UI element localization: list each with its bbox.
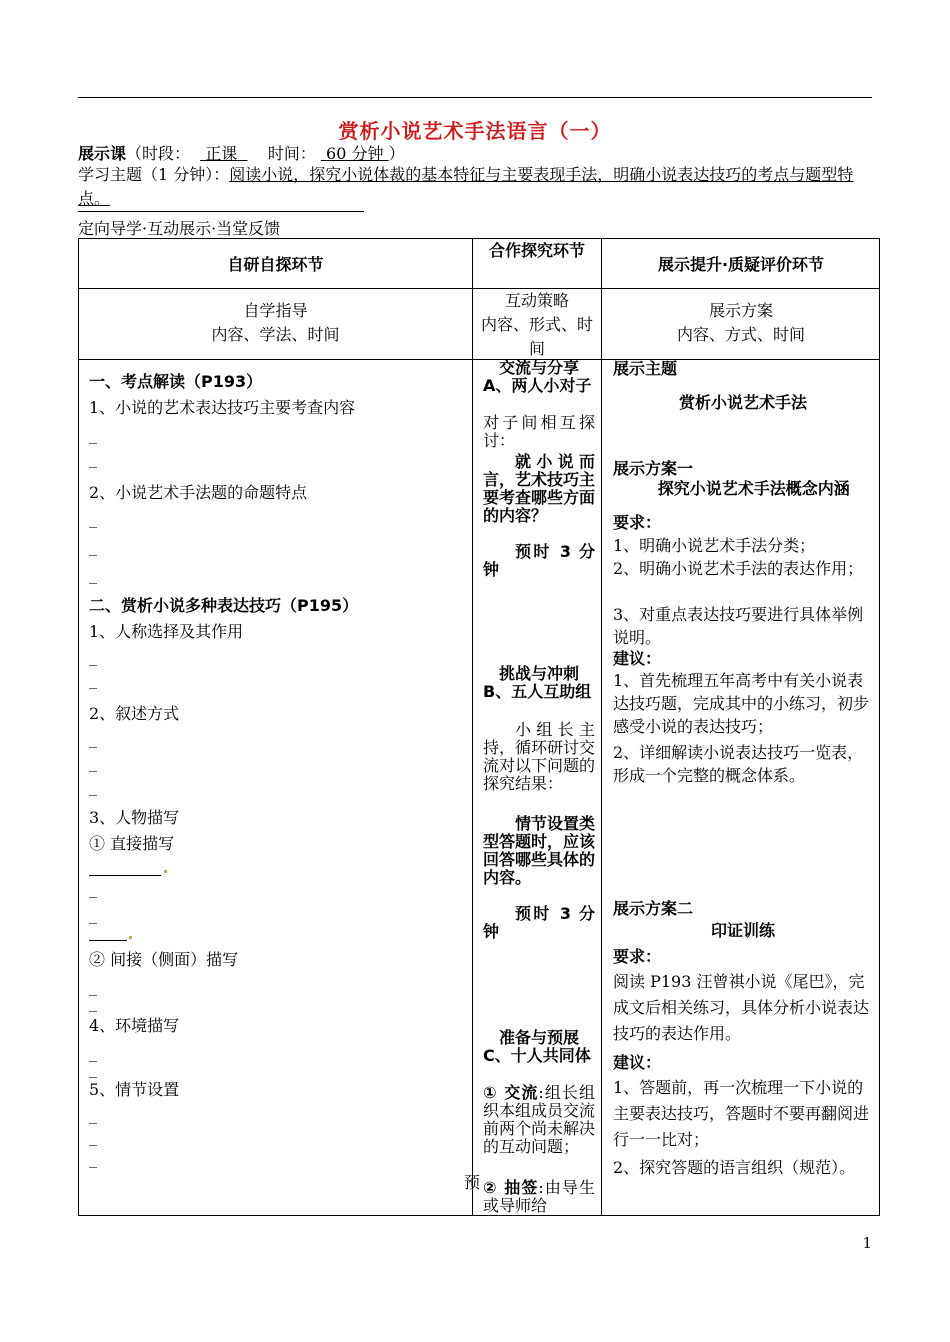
plan1-req-label: 要求： bbox=[613, 513, 662, 532]
period-prefix: （时段： bbox=[126, 144, 191, 163]
answer-line: _ bbox=[89, 1127, 97, 1146]
plan1-title: 探究小说艺术手法概念内涵 bbox=[657, 479, 850, 498]
header-self-study: 自研自探环节 bbox=[227, 255, 324, 274]
question-character: 3、人物描写 bbox=[89, 808, 180, 827]
activity-b-body: 小组长主持，循环研讨交流对以下问题的探究结果： bbox=[483, 720, 596, 793]
answer-line: _ bbox=[89, 537, 97, 556]
col-divider-1 bbox=[472, 239, 473, 1215]
answer-line: _ bbox=[89, 425, 97, 444]
activity-b-group: B、五人互助组 bbox=[483, 682, 592, 701]
learning-theme bbox=[78, 163, 878, 211]
time-prefix: 时间： bbox=[267, 144, 316, 163]
plan2-label: 展示方案二 bbox=[613, 899, 694, 918]
activity-c-step2: ② 抽签:由导生或导师给 bbox=[483, 1178, 595, 1215]
question-indirect: ② 间接（侧面）描写 bbox=[89, 950, 239, 969]
question-plot: 5、情节设置 bbox=[89, 1080, 180, 1099]
marker-dot bbox=[129, 936, 132, 939]
plan1-sug1: 1、首先梳理五年高考中有关小说表达技巧题，完成其中的小练习，初步感受小说的表达技巧； bbox=[613, 671, 870, 736]
answer-line: _ bbox=[89, 670, 97, 689]
page-number: 1 bbox=[862, 1234, 872, 1252]
close-paren: ） bbox=[388, 144, 405, 163]
plan1-label: 展示方案一 bbox=[613, 459, 694, 478]
course-type-label: 展示课 bbox=[78, 144, 127, 163]
answer-line: _ bbox=[89, 753, 97, 772]
plan2-title: 印证训练 bbox=[710, 921, 775, 940]
plan1-req3: 3、对重点表达技巧要进行具体举例说明。 bbox=[613, 605, 864, 647]
subheader-cooperation: 互动策略 内容、形式、时 间 bbox=[480, 291, 593, 358]
answer-line: _ bbox=[89, 729, 97, 748]
answer-line: _ bbox=[89, 1059, 97, 1078]
header-presentation: 展示提升·质疑评价环节 bbox=[657, 255, 825, 274]
plan2-sug1: 1、答题前，再一次梳理一下小说的主要表达技巧，答题时不要再翻阅进行一一比对； bbox=[613, 1078, 870, 1149]
activity-b-question: 情节设置类型答题时，应该回答哪些具体的内容。 bbox=[483, 814, 596, 887]
period-value: 正课 bbox=[205, 144, 238, 163]
answer-line: _ bbox=[89, 1043, 97, 1062]
plan2-req: 阅读 P193 汪曾祺小说《尾巴》，完成文后相关练习，具体分析小说表达技巧的表达作用。 bbox=[613, 972, 870, 1043]
blank-line bbox=[89, 875, 161, 876]
answer-line: _ bbox=[89, 777, 97, 796]
document-title: 赏析小说艺术手法语言（一） bbox=[338, 119, 612, 143]
question-person: 1、人称选择及其作用 bbox=[89, 622, 244, 641]
activity-c-step1: ① 交流:组长组织本组成员交流前两个尚未解决的互动问题； bbox=[483, 1083, 596, 1156]
marker-dot bbox=[164, 870, 167, 873]
activity-a-time: 预时 3 分钟 bbox=[483, 542, 595, 579]
presentation-theme: 赏析小说艺术手法 bbox=[678, 393, 807, 412]
answer-line: _ bbox=[89, 565, 97, 584]
plan1-sug-label: 建议： bbox=[613, 649, 662, 668]
section2-title: 二、赏析小说多种表达技巧（P195） bbox=[89, 596, 359, 615]
plan2-sug2: 2、探究答题的语言组织（规范）。 bbox=[613, 1158, 856, 1177]
activity-a-group: A、两人小对子 bbox=[483, 376, 592, 395]
course-info-line bbox=[78, 141, 405, 164]
plan1-req1: 1、明确小说艺术手法分类； bbox=[613, 536, 816, 555]
theme-underline bbox=[78, 211, 364, 212]
subheader-self-study: 自学指导 内容、学法、时间 bbox=[211, 301, 340, 344]
theme-label: 展示主题 bbox=[613, 359, 678, 378]
section1-q1: 1、小说的艺术表达技巧主要考查内容 bbox=[89, 398, 356, 417]
answer-line: _ bbox=[89, 509, 97, 528]
theme-text: 阅读小说，探究小说体裁的基本特征与主要表现手法，明确小说表达技巧的考点与题型特点。 bbox=[78, 165, 854, 208]
question-narration: 2、叙述方式 bbox=[89, 704, 180, 723]
section1-title: 一、考点解读（P193） bbox=[89, 372, 263, 391]
plan1-req2: 2、明确小说艺术手法的表达作用； bbox=[613, 559, 864, 578]
answer-line: _ bbox=[89, 879, 97, 898]
plan2-sug-label: 建议： bbox=[613, 1053, 662, 1072]
plan2-req-label: 要求： bbox=[613, 947, 662, 966]
activity-b-title: 挑战与冲刺 bbox=[498, 664, 579, 683]
time-value: 60 分钟 bbox=[326, 144, 384, 163]
answer-line: _ bbox=[89, 449, 97, 468]
answer-line: _ bbox=[89, 905, 97, 924]
top-rule bbox=[78, 97, 872, 98]
col-divider-2 bbox=[601, 239, 602, 1215]
activity-a-question: 就小说而言，艺术技巧主要考查哪些方面的内容？ bbox=[483, 452, 596, 525]
question-direct: ① 直接描写 bbox=[89, 834, 175, 853]
answer-line: _ bbox=[89, 1149, 97, 1168]
activity-b-time: 预时 3 分钟 bbox=[483, 904, 595, 941]
answer-line: _ bbox=[89, 977, 97, 996]
section1-q2: 2、小说艺术手法题的命题特点 bbox=[89, 483, 308, 502]
activity-c-title: 准备与预展 bbox=[498, 1028, 579, 1047]
question-environment: 4、环境描写 bbox=[89, 1016, 180, 1035]
header-cooperation: 合作探究环节 bbox=[488, 241, 585, 260]
blank-line bbox=[89, 940, 127, 941]
activity-a-body: 对子间相互探讨： bbox=[483, 413, 595, 450]
answer-line: _ bbox=[89, 1105, 97, 1124]
activity-a-title: 交流与分享 bbox=[498, 358, 579, 377]
activity-c-group: C、十人共同体 bbox=[483, 1046, 591, 1065]
answer-line: _ bbox=[89, 993, 97, 1012]
answer-line: _ bbox=[89, 647, 97, 666]
lesson-table bbox=[78, 238, 880, 1216]
theme-prefix: 学习主题（1 分钟）： bbox=[78, 165, 230, 184]
overflow-character: 预 bbox=[464, 1173, 481, 1192]
plan1-sug2: 2、详细解读小说表达技巧一览表，形成一个完整的概念体系。 bbox=[613, 743, 864, 785]
subheader-presentation: 展示方案 内容、方式、时间 bbox=[676, 301, 805, 344]
teaching-method: 定向导学·互动展示·当堂反馈 bbox=[78, 219, 281, 238]
